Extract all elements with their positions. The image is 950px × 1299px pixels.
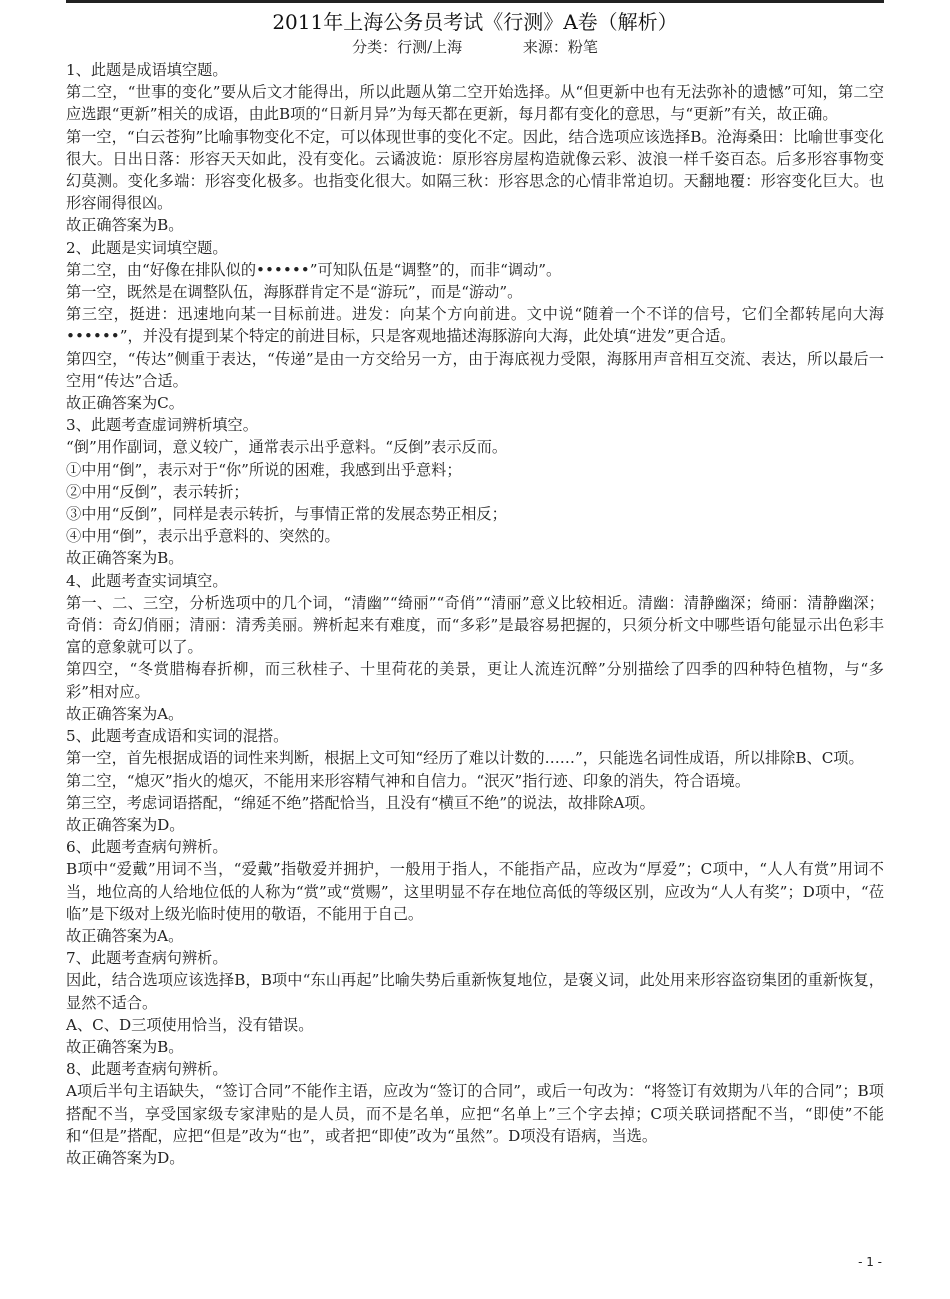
section-paragraph: 第四空，“传达”侧重于表达，“传递”是由一方交给另一方，由于海底视力受限，海豚用声音相互交流、表达，所以最后一空用“传达”合适。 xyxy=(66,349,884,390)
section-heading: 3、此题考查虚词辨析填空。 xyxy=(66,416,258,435)
section-paragraph: 故正确答案为A。 xyxy=(66,926,184,945)
section-paragraph: 故正确答案为A。 xyxy=(66,704,184,723)
section-paragraph: A、C、D三项使用恰当，没有错误。 xyxy=(66,1015,314,1034)
section-heading: 5、此题考查成语和实词的混搭。 xyxy=(66,727,289,746)
section-paragraph: 故正确答案为C。 xyxy=(66,394,184,413)
section-paragraph: 因此，结合选项应该选择B，B项中“东山再起”比喻失势后重新恢复地位，是褒义词，此处用来形容盗窃集团的重新恢复，显然不适合。 xyxy=(66,971,884,1012)
section-paragraph: ④中用“倒”，表示出乎意料的、突然的。 xyxy=(66,527,340,546)
document-title: 2011年上海公务员考试《行测》A卷（解析） xyxy=(272,10,678,34)
section-paragraph: 第四空，“冬赏腊梅春折柳，而三秋桂子、十里荷花的美景，更让人流连沉醉”分别描绘了四季的四种特色植物，与“多彩”相对应。 xyxy=(66,660,884,701)
section-heading: 1、此题是成语填空题。 xyxy=(66,61,228,79)
answer-section xyxy=(66,1058,884,1169)
section-paragraph: ②中用“反倒”，表示转折； xyxy=(66,482,249,501)
answer-section xyxy=(66,570,884,725)
section-paragraph: 故正确答案为D。 xyxy=(66,1148,185,1167)
section-heading: 2、此题是实词填空题。 xyxy=(66,238,228,257)
answer-section xyxy=(66,725,884,836)
section-paragraph: 第二空，“世事的变化”要从后文才能得出，所以此题从第二空开始选择。从“但更新中也有无法弥补的遗憾”可知，第二空应选跟“更新”相关的成语，由此B项的“日新月异”为每天都在更新，每月都有变化的意思，与“更新”有关，故正确。 xyxy=(66,83,884,124)
section-paragraph: 第二空，“熄灭”指火的熄灭，不能用来形容精气神和自信力。“泯灭”指行迹、印象的消失，符合语境。 xyxy=(66,771,751,790)
section-paragraph: 故正确答案为B。 xyxy=(66,216,184,235)
section-heading: 4、此题考查实词填空。 xyxy=(66,571,228,590)
section-paragraph: 第一空，既然是在调整队伍，海豚群肯定不是“游玩”，而是“游动”。 xyxy=(66,283,523,302)
section-heading: 8、此题考查病句辨析。 xyxy=(66,1060,228,1079)
answer-section xyxy=(66,237,884,415)
answer-section xyxy=(66,836,884,947)
section-paragraph: 第二空，由“好像在排队似的••••••”可知队伍是“调整”的，而非“调动”。 xyxy=(66,260,562,279)
section-heading: 6、此题考查病句辨析。 xyxy=(66,838,228,857)
section-paragraph: 第一空，首先根据成语的词性来判断，根据上文可知“经历了难以计数的……”，只能选名词性成语，所以排除B、C项。 xyxy=(66,749,864,768)
section-paragraph: “倒”用作副词，意义较广，通常表示出乎意料。“反倒”表示反而。 xyxy=(66,438,508,457)
section-paragraph: ③中用“反倒”，同样是表示转折，与事情正常的发展态势正相反； xyxy=(66,505,507,524)
section-paragraph: A项后半句主语缺失，“签订合同”不能作主语，应改为“签订的合同”，或后一句改为：“将签订有效期为八年的合同”；B项搭配不当，享受国家级专家津贴的是人员，而不是名单，应把“名单上”三个字去掉；C项关联词搭配不当，“即使”不能和“但是”搭配，应把“但是”改为“也”，或者把“即使”改为“虽然”。D项没有语病，当选。 xyxy=(66,1082,884,1145)
section-paragraph: 故正确答案为D。 xyxy=(66,815,185,834)
section-paragraph: 第一、二、三空，分析选项中的几个词，“清幽”“绮丽”“奇俏”“清丽”意义比较相近。清幽：清静幽深；绮丽：清静幽深；奇俏：奇幻俏丽；清丽：清秀美丽。辨析起来有难度，而“多彩”是最容易把握的，只须分析文中哪些语句能显示出色彩丰富的意象就可以了。 xyxy=(66,593,884,657)
section-paragraph: B项中“爱戴”用词不当，“爱戴”指敬爱并拥护，一般用于指人，不能指产品，应改为“厚爱”；C项中，“人人有赏”用词不当，地位高的人给地位低的人称为“赏”或“赏赐”，这里明显不存在地位高低的等级区别，应改为“人人有奖”；D项中，“莅临”是下级对上级光临时使用的敬语，不能用于自己。 xyxy=(66,860,884,923)
section-paragraph: 第三空，考虑词语搭配，“绵延不绝”搭配恰当，且没有“横亘不绝”的说法，故排除A项。 xyxy=(66,793,655,812)
document-body xyxy=(66,59,884,1169)
answer-section xyxy=(66,59,884,237)
page-number: - 1 - xyxy=(858,1255,882,1269)
answer-section xyxy=(66,947,884,1058)
category-label: 分类：行测/上海 xyxy=(352,38,463,56)
section-heading: 7、此题考查病句辨析。 xyxy=(66,949,228,968)
document-meta xyxy=(0,36,950,58)
section-paragraph: 故正确答案为B。 xyxy=(66,1037,184,1056)
section-paragraph: 故正确答案为B。 xyxy=(66,549,184,568)
section-paragraph: ①中用“倒”，表示对于“你”所说的困难，我感到出乎意料； xyxy=(66,460,462,479)
source-label: 来源：粉笔 xyxy=(522,38,598,56)
section-paragraph: 第三空，挺进：迅速地向某一目标前进。进发：向某个方向前进。文中说“随着一个不详的信号，它们全都转尾向大海••••••”，并没有提到某个特定的前进目标，只是客观地描述海豚游向大海，此处填“进发”更合适。 xyxy=(66,305,884,346)
answer-section xyxy=(66,414,884,569)
header-rule xyxy=(66,0,884,3)
section-paragraph: 第一空，“白云苍狗”比喻事物变化不定，可以体现世事的变化不定。因此，结合选项应该选择B。沧海桑田：比喻世事变化很大。日出日落：形容天天如此，没有变化。云谲波诡：原形容房屋构造就像云彩、波浪一样千姿百态。后多形容事物变幻莫测。变化多端：形容变化极多。也指变化很大。如隔三秋：形容思念的心情非常迫切。天翻地覆：形容变化巨大。也形容闹得很凶。 xyxy=(66,127,884,213)
